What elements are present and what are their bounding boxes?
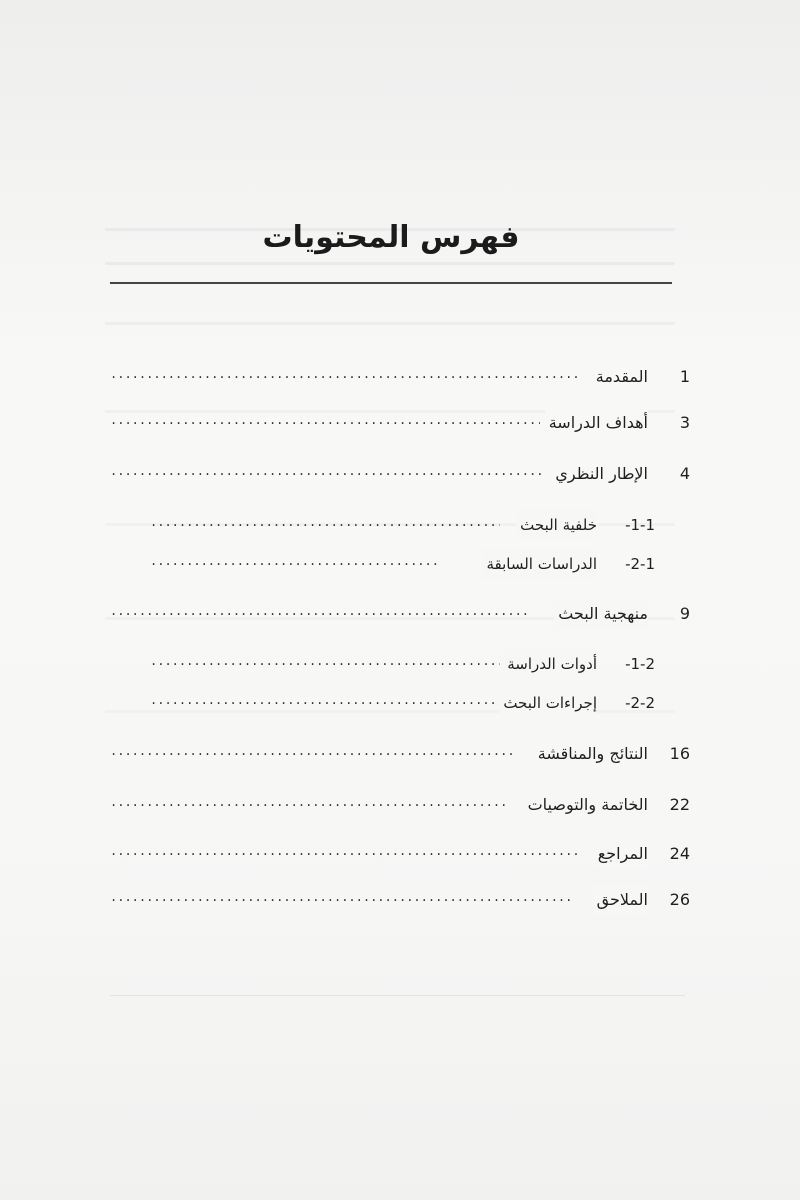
dot-leader — [150, 549, 440, 579]
dot-leader — [110, 839, 580, 869]
dot-leader — [110, 885, 575, 915]
toc-entry — [110, 839, 690, 869]
toc-section-number: 1-2- — [625, 655, 655, 673]
toc-entry-title: النتائج والمناقشة — [534, 739, 648, 769]
dot-leader — [150, 649, 500, 679]
toc-entry-title: أدوات الدراسة — [503, 649, 597, 679]
toc-subentry — [150, 549, 655, 579]
toc-entry — [110, 362, 690, 392]
toc-section-number: 2-1- — [625, 555, 655, 573]
title-underline — [110, 282, 672, 284]
toc-entry-title: الدراسات السابقة — [482, 549, 597, 579]
page-title: فهرس المحتويات — [262, 220, 520, 255]
toc-entry-title: الإطار النظري — [551, 459, 648, 489]
toc-entry — [110, 885, 690, 915]
toc-page-number: 22 — [669, 795, 690, 814]
toc-section-number: 2-2- — [625, 694, 655, 712]
toc-entry-title: المقدمة — [592, 362, 648, 392]
toc-entry — [110, 790, 690, 820]
toc-subentry — [150, 510, 655, 540]
toc-entry — [110, 599, 690, 629]
toc-page-number: 24 — [669, 844, 690, 863]
toc-entry-title: المراجع — [594, 839, 648, 869]
toc-page-number: 1 — [679, 367, 690, 386]
dot-leader — [150, 688, 500, 718]
toc-entry-title: الملاحق — [593, 885, 648, 915]
ghost-footer-line — [110, 995, 685, 996]
toc-entry-title: إجراءات البحث — [499, 688, 597, 718]
toc-entry — [110, 408, 690, 438]
toc-entry-title: خلفية البحث — [516, 510, 597, 540]
toc-page-number: 9 — [679, 604, 690, 623]
dot-leader — [110, 408, 540, 438]
toc-entry — [110, 739, 690, 769]
dot-leader — [110, 739, 515, 769]
toc-subentry — [150, 688, 655, 718]
toc-entry — [110, 459, 690, 489]
toc-subentry — [150, 649, 655, 679]
toc-page-number: 4 — [679, 464, 690, 483]
toc-entry-title: أهداف الدراسة — [545, 408, 648, 438]
dot-leader — [110, 362, 580, 392]
toc-page-number: 26 — [669, 890, 690, 909]
dot-leader — [150, 510, 500, 540]
dot-leader — [110, 459, 545, 489]
toc-page-number: 3 — [679, 413, 690, 432]
ghost-text-line — [105, 322, 675, 325]
toc-page-number: 16 — [669, 744, 690, 763]
toc-section-number: 1-1- — [625, 516, 655, 534]
toc-entry-title: منهجية البحث — [554, 599, 648, 629]
dot-leader — [110, 790, 505, 820]
dot-leader — [110, 599, 530, 629]
ghost-text-line — [105, 262, 675, 265]
toc-entry-title: الخاتمة والتوصيات — [524, 790, 648, 820]
